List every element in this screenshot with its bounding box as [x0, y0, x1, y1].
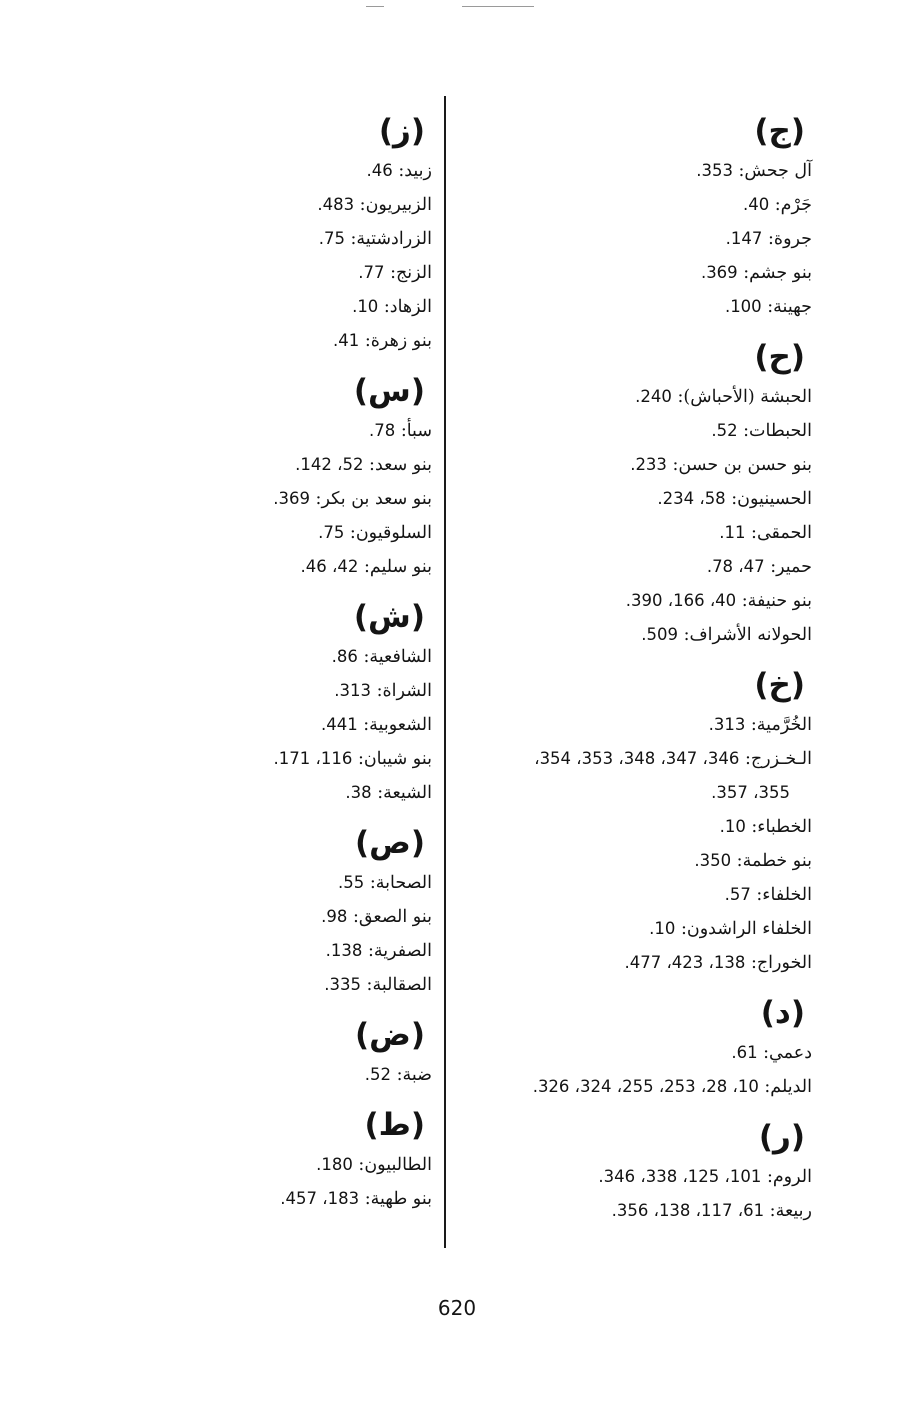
entry-name: بنو سعد بن بكر:: [315, 489, 432, 509]
entry-name: بنو حسن بن حسن:: [672, 455, 812, 475]
entry-pages: 10.: [649, 919, 676, 938]
entry-name: الـخـزرج:: [744, 749, 812, 769]
section-gap: [462, 324, 812, 334]
entry-name: الروم:: [766, 1167, 812, 1187]
index-entry: [132, 516, 432, 550]
index-entry: [462, 290, 812, 324]
index-entry: [462, 448, 812, 482]
entry-name: جروة:: [768, 229, 812, 249]
entry-pages: 10.: [719, 817, 746, 836]
entry-name: الصحابة:: [369, 873, 432, 893]
entry-pages: 58، 234.: [657, 489, 726, 508]
entry-name: دعمي:: [763, 1043, 812, 1063]
entry-pages: 55.: [338, 873, 365, 892]
entry-name: الديلم:: [764, 1077, 812, 1097]
section-gap: [462, 652, 812, 662]
section-letter-heading: (ز): [378, 112, 425, 149]
index-entry: [132, 188, 432, 222]
index-entry: [462, 584, 812, 618]
index-entry: [462, 844, 812, 878]
entry-name: الزرادشتية:: [350, 229, 432, 249]
entry-name: سبأ:: [400, 421, 432, 441]
section-letter-heading: (س): [353, 372, 425, 409]
index-entry: [132, 866, 432, 900]
index-entry: [462, 1036, 812, 1070]
entry-name: الطالبيون:: [358, 1155, 432, 1175]
index-entry: [132, 1182, 432, 1216]
index-entry: [462, 154, 812, 188]
index-entry: [132, 1148, 432, 1182]
index-entry: [132, 1058, 432, 1092]
entry-name: الزهاد:: [383, 297, 432, 317]
index-entry: [132, 222, 432, 256]
entry-pages: 233.: [630, 455, 667, 474]
index-entry: [462, 1070, 812, 1104]
entry-name: الشراة:: [376, 681, 432, 701]
index-entry: [132, 324, 432, 358]
entry-pages: 10.: [352, 297, 379, 316]
entry-pages: 77.: [358, 263, 385, 282]
index-entry: [132, 900, 432, 934]
index-column-left: [132, 108, 432, 1216]
entry-name: بنو سعد:: [369, 455, 432, 475]
index-entry: [132, 414, 432, 448]
entry-pages: 52، 142.: [295, 455, 364, 474]
section-letter-heading: (ط): [364, 1106, 425, 1143]
entry-name: بنو خطمة:: [736, 851, 812, 871]
entry-pages: 101، 125، 338، 346.: [598, 1167, 762, 1186]
entry-pages: 42، 46.: [300, 557, 359, 576]
index-entry: [462, 482, 812, 516]
entry-pages: 350.: [694, 851, 732, 870]
entry-name: الصفرية:: [367, 941, 432, 961]
entry-pages: 46.: [366, 161, 393, 180]
index-entry: [132, 154, 432, 188]
section-letter-heading: (خ): [754, 666, 805, 703]
entry-name: بنو حنيفة:: [741, 591, 812, 611]
entry-name: الحمقى:: [751, 523, 812, 543]
entry-pages: 369.: [700, 263, 738, 282]
index-entry: [132, 640, 432, 674]
entry-pages: 138، 423، 477.: [624, 953, 746, 972]
top-rule-right: [462, 6, 534, 7]
section-letter-heading: (ر): [758, 1118, 805, 1155]
entry-pages: 11.: [719, 523, 746, 542]
section-letter-heading: (ح): [754, 338, 805, 375]
section-letter-heading: (ض): [354, 1016, 425, 1053]
index-entry: [462, 516, 812, 550]
index-entry: [462, 1160, 812, 1194]
entry-pages: 138.: [325, 941, 363, 960]
section-gap: [462, 1104, 812, 1114]
index-entry: [462, 380, 812, 414]
entry-pages: 116، 171.: [273, 749, 353, 768]
entry-name: الصقالبة:: [366, 975, 432, 995]
entry-pages: 78.: [369, 421, 396, 440]
entry-name: ربيعة:: [769, 1201, 812, 1221]
entry-name: جَرْم:: [774, 195, 812, 215]
index-entry: [132, 290, 432, 324]
page-number: 620: [437, 1296, 477, 1320]
index-entry: [132, 708, 432, 742]
entry-name: بنو زهرة:: [364, 331, 432, 351]
index-entry: [132, 934, 432, 968]
index-entry: [462, 1194, 812, 1228]
entry-pages: 41.: [333, 331, 360, 350]
entry-name: الخطباء:: [751, 817, 812, 837]
index-entry: [462, 188, 812, 222]
entry-name: بنو طهية:: [364, 1189, 432, 1209]
entry-pages: 483.: [317, 195, 355, 214]
index-entry: [462, 946, 812, 980]
entry-pages: 180.: [316, 1155, 353, 1174]
entry-name: بنو سليم:: [363, 557, 432, 577]
entry-pages: 100.: [724, 297, 762, 316]
index-entry: [132, 256, 432, 290]
index-entry: [132, 550, 432, 584]
entry-pages: 47، 78.: [706, 557, 765, 576]
entry-name: الحبشة (الأحباش):: [677, 387, 812, 407]
index-entry: [462, 912, 812, 946]
index-entry: [462, 708, 812, 742]
entry-name: الشعوبية:: [363, 715, 432, 735]
entry-pages: 86.: [331, 647, 358, 666]
entry-pages: 75.: [318, 523, 345, 542]
entry-name: بنو جشم:: [743, 263, 812, 283]
entry-name: الحولانه الأشراف:: [683, 625, 812, 645]
entry-name: زبيد:: [398, 161, 432, 181]
entry-name: حمير:: [770, 557, 812, 577]
entry-pages: 10، 28، 253، 255، 324، 326.: [532, 1077, 759, 1096]
top-rule-left: [366, 6, 384, 7]
entry-pages-continued: 355، 357.: [711, 783, 790, 802]
entry-name: بنو الصعق:: [352, 907, 432, 927]
entry-name: الخوراج:: [750, 953, 812, 973]
entry-name: آل جحش:: [738, 161, 812, 181]
entry-pages: 346، 347، 348، 353، 354،: [534, 749, 740, 768]
entry-name: السلوقيون:: [349, 523, 432, 543]
index-entry: [132, 742, 432, 776]
entry-name: الحسينيون:: [731, 489, 812, 509]
entry-name: الزنج:: [390, 263, 432, 283]
entry-pages: 369.: [273, 489, 310, 508]
entry-pages: 61.: [731, 1043, 758, 1062]
section-gap: [132, 1002, 432, 1012]
entry-pages: 240.: [635, 387, 672, 406]
entry-pages: 52.: [364, 1065, 391, 1084]
entry-pages: 98.: [321, 907, 348, 926]
index-entry: [462, 550, 812, 584]
entry-pages: 40، 166، 390.: [625, 591, 737, 610]
section-letter-heading: (ج): [754, 112, 805, 149]
section-gap: [132, 810, 432, 820]
section-letter-heading: (ص): [354, 824, 425, 861]
entry-name: الخلفاء الراشدون:: [680, 919, 812, 939]
entry-name: الحبطات:: [743, 421, 812, 441]
index-entry: [132, 776, 432, 810]
entry-pages: 509.: [641, 625, 679, 644]
section-gap: [132, 358, 432, 368]
column-divider: [444, 96, 446, 1248]
section-letter-heading: (ش): [353, 598, 425, 635]
entry-pages: 38.: [345, 783, 372, 802]
section-letter-heading: (د): [760, 994, 805, 1031]
index-entry: [132, 448, 432, 482]
entry-name: الشيعة:: [377, 783, 432, 803]
index-entry: [462, 810, 812, 844]
entry-pages: 57.: [724, 885, 751, 904]
index-column-right: [462, 108, 812, 1228]
entry-pages: 183، 457.: [280, 1189, 360, 1208]
index-entry: [132, 674, 432, 708]
index-entry: [462, 222, 812, 256]
entry-pages: 353.: [696, 161, 733, 180]
section-gap: [132, 1092, 432, 1102]
entry-pages: 313.: [708, 715, 746, 734]
entry-name: الخلفاء:: [756, 885, 812, 905]
entry-pages: 75.: [318, 229, 345, 248]
entry-pages: 61، 117، 138، 356.: [611, 1201, 765, 1220]
entry-name: ضبة:: [396, 1065, 432, 1085]
index-entry: [462, 878, 812, 912]
entry-pages: 147.: [725, 229, 763, 248]
index-entry: [462, 256, 812, 290]
index-entry: [132, 482, 432, 516]
entry-name: بنو شيبان:: [357, 749, 432, 769]
index-entry: [132, 968, 432, 1002]
entry-pages: 40.: [742, 195, 770, 214]
entry-name: الخُرَّمية:: [750, 715, 812, 735]
index-entry: [462, 742, 812, 810]
entry-pages: 313.: [334, 681, 372, 700]
entry-name: الزبيريون:: [359, 195, 432, 215]
index-entry: [462, 414, 812, 448]
entry-pages: 441.: [320, 715, 358, 734]
section-gap: [132, 584, 432, 594]
index-entry: [462, 618, 812, 652]
section-gap: [462, 980, 812, 990]
entry-name: الشافعية:: [363, 647, 432, 667]
entry-name: جهينة:: [767, 297, 812, 317]
entry-pages: 52.: [711, 421, 738, 440]
entry-pages: 335.: [324, 975, 361, 994]
